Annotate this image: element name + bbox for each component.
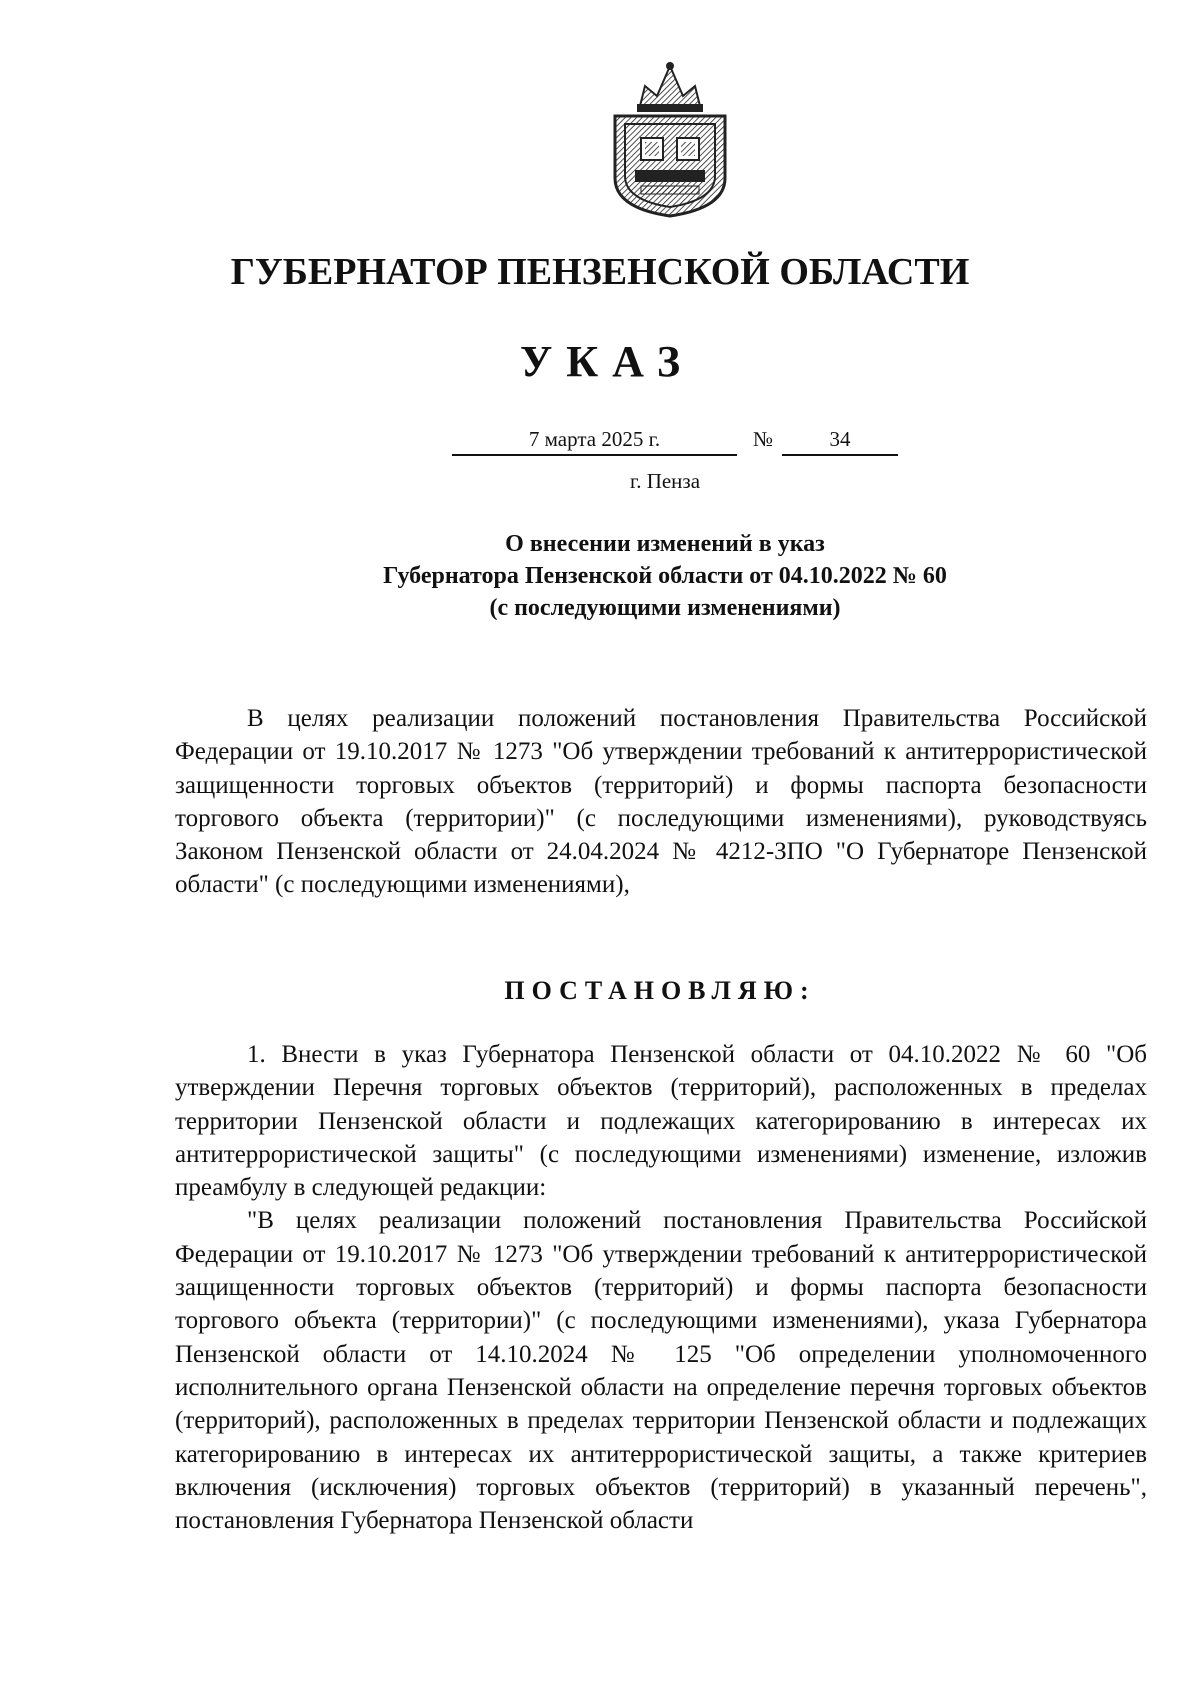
decree-heading: ПОСТАНОВЛЯЮ: [504, 976, 816, 1005]
decree-items [175, 1038, 1147, 1537]
document-title [180, 528, 1150, 624]
preamble-paragraph: В целях реализации положений постановления Правительства Российской Федерации от 19.10.2017 № 1273 "Об утверждении требований к антитеррористической защищенности торговых объектов (территорий) и формы паспорта безопасности торгового объекта (территории)" (с последующими изменениями), руководствуясь Законом Пензенской области от 24.04.2024 № 4212-ЗПО "О Губернаторе Пензенской области" (с последующими изменениями), [175, 705, 1147, 899]
title-line-3: (с последующими изменениями) [489, 595, 841, 621]
item-1-quoted-preamble: "В целях реализации положений постановления Правительства Российской Федерации от 19.10.2017 № 1273 "Об утверждении требований к антитеррористической защищенности торговых объектов (территорий) и формы паспорта безопасности торгового объекта (территории)" (с последующими изменениями), указа Губернатора Пензенской области от 14.10.2024 № 125 "Об определении уполномоченного исполнительного органа Пензенской области на определение перечня торговых объектов (территорий), расположенных в пределах территории Пензенской области и подлежащих категорированию в интересах их антитеррористической защиты, а также критериев включения (исключения) торговых объектов (территорий) в указанный перечень", постановления Губернатора Пензенской области [175, 1207, 1147, 1535]
item-1-paragraph: 1. Внести в указ Губернатора Пензенской области от 04.10.2022 № 60 "Об утверждении Перечня торговых объектов (территорий), расположенных в пределах территории Пензенской области и подлежащих категорированию в интересах их антитеррористической защиты" (с последующими изменениями) изменение, изложив преамбулу в следующей редакции: [175, 1041, 1147, 1202]
title-line-1: О внесении изменений в указ [505, 531, 825, 557]
coat-of-arms-icon [605, 58, 735, 218]
number-sign: № [752, 427, 774, 451]
city: г. Пенза [629, 469, 701, 493]
document-type: УКАЗ [519, 337, 695, 386]
document-date: 7 марта 2025 г. [452, 424, 737, 456]
title-line-2: Губернатора Пензенской области от 04.10.2022 № 60 [383, 563, 947, 589]
issuing-authority: ГУБЕРНАТОР ПЕНЗЕНСКОЙ ОБЛАСТИ [230, 251, 970, 293]
document-number: 34 [782, 424, 898, 456]
